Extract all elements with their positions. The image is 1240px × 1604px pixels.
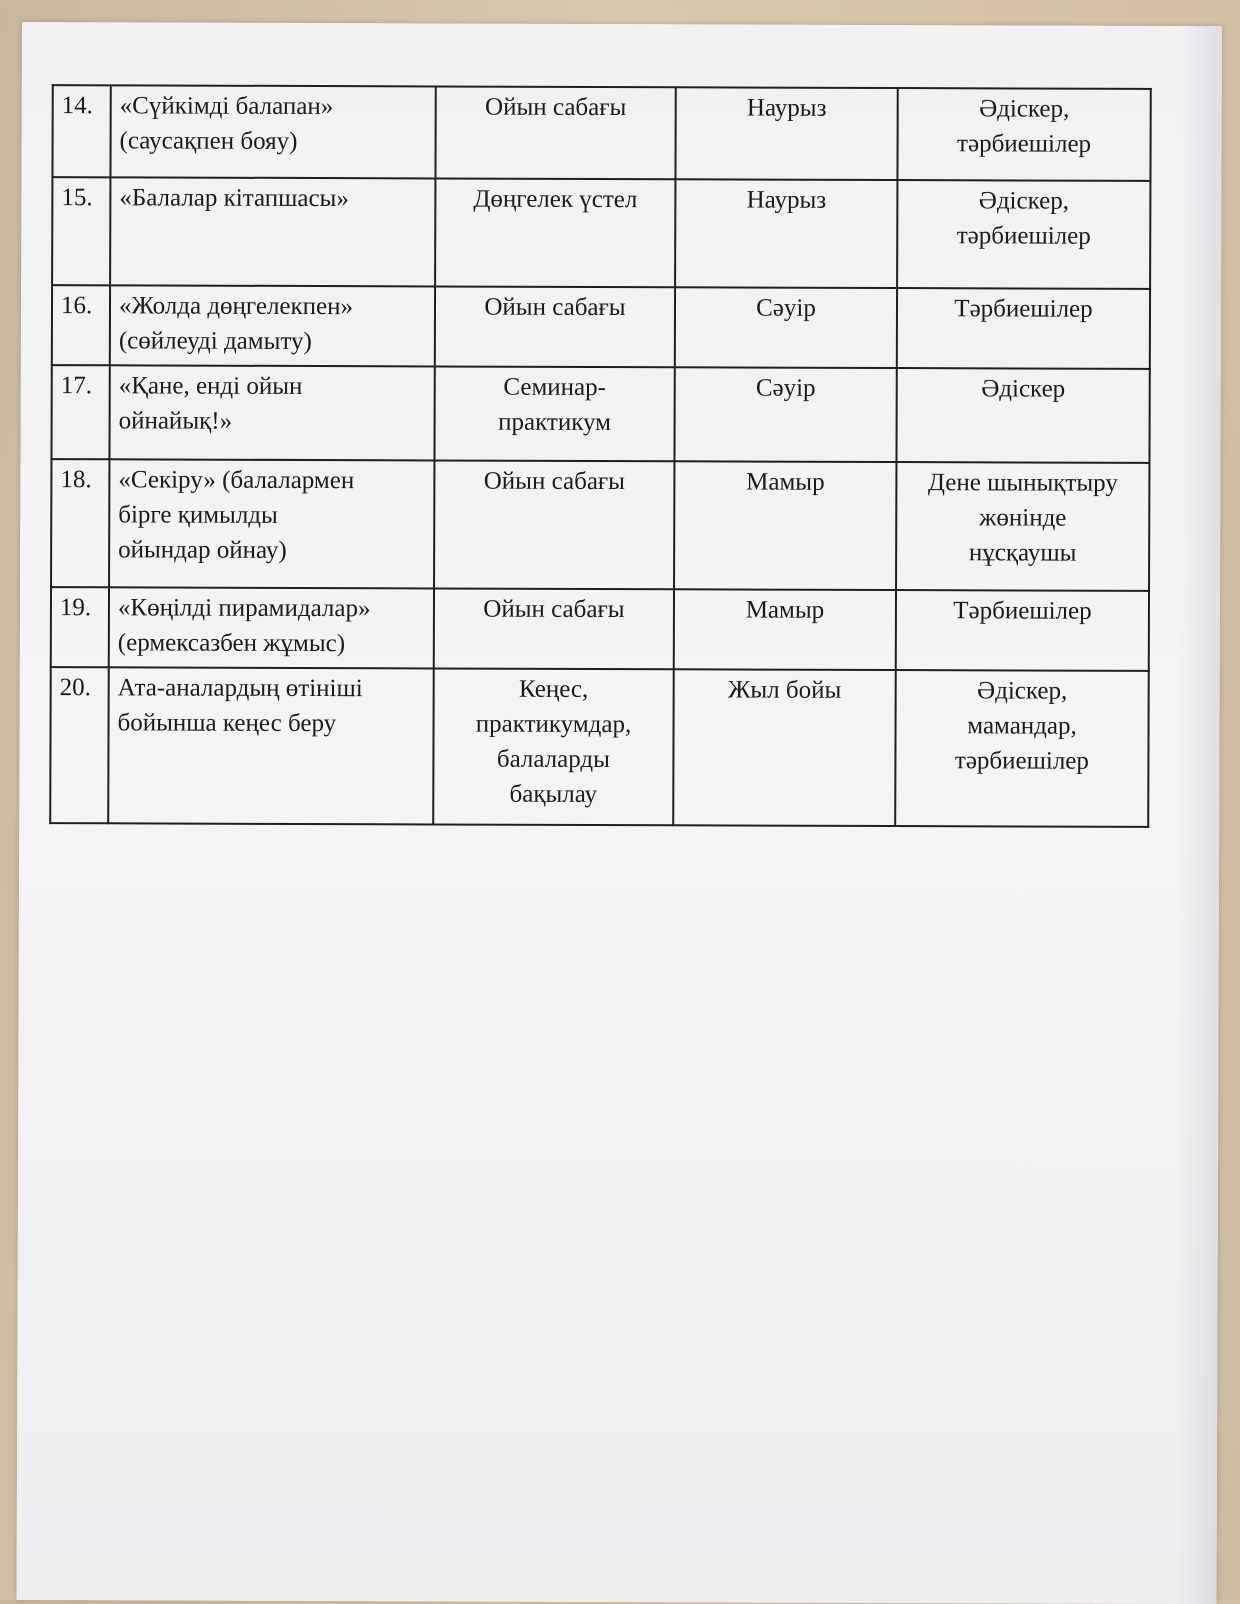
- event-form-line: балаларды: [496, 745, 611, 774]
- event-title-line: Ата-аналардың өтініші: [117, 674, 363, 703]
- event-form-line: Ойын сабағы: [484, 293, 626, 322]
- table-row: [52, 285, 1150, 369]
- responsible-line: тәрбиешілер: [956, 222, 1091, 250]
- event-responsible: [897, 288, 1150, 369]
- table-row: [51, 459, 1149, 591]
- event-time: Сәуір: [674, 367, 896, 462]
- events-plan-table: [49, 84, 1152, 828]
- responsible-line: мамандар,: [967, 712, 1077, 740]
- event-title: [110, 177, 435, 286]
- responsible-line: нұсқаушы: [968, 539, 1077, 567]
- event-time: Мамыр: [674, 589, 896, 670]
- event-form-line: Дөңгелек үстел: [473, 185, 638, 214]
- event-form: [434, 588, 674, 669]
- paper-edge-shadow: [1176, 26, 1222, 1604]
- event-time: Сәуір: [675, 287, 897, 368]
- event-form: [434, 460, 674, 589]
- event-title-line: ойнайық!»: [118, 407, 233, 435]
- event-responsible: [895, 670, 1149, 827]
- event-title-line: «Секіру» (балалармен: [118, 466, 355, 495]
- event-title: [110, 85, 435, 178]
- event-time: Наурыз: [675, 179, 897, 288]
- row-number: 15.: [52, 177, 110, 285]
- event-title-line: «Көңілді пирамидалар»: [117, 594, 371, 623]
- event-title: [108, 667, 434, 824]
- responsible-line: тәрбиешілер: [957, 130, 1092, 158]
- responsible-line: тәрбиешілер: [954, 747, 1089, 775]
- event-time: Жыл бойы: [673, 669, 896, 826]
- row-number: 14.: [52, 85, 110, 177]
- event-title-line: «Балалар кітапшасы»: [119, 184, 349, 213]
- event-responsible: [896, 368, 1149, 463]
- event-form: [435, 86, 675, 179]
- responsible-line: Әдіскер,: [979, 95, 1070, 123]
- responsible-line: Тәрбиешілер: [953, 597, 1092, 625]
- event-title: [109, 459, 434, 588]
- event-form: [435, 286, 675, 367]
- event-title: [110, 285, 435, 366]
- row-number: 17.: [51, 365, 109, 459]
- event-form-line: Ойын сабағы: [485, 93, 627, 122]
- event-title-line: (ермексазбен жұмыс): [117, 629, 346, 658]
- row-number: 16.: [52, 285, 110, 365]
- event-title: [109, 587, 434, 668]
- event-title-line: (саусақпен бояу): [119, 127, 298, 155]
- event-title-line: «Жолда дөңгелекпен»: [118, 292, 354, 321]
- event-form-line: практикум: [498, 408, 612, 437]
- event-form-line: Кеңес,: [518, 675, 589, 703]
- event-title-line: (сөйлеуді дамыту): [118, 327, 312, 356]
- responsible-line: Әдіскер: [981, 375, 1066, 403]
- bleed-through-right: [938, 925, 1099, 1226]
- event-responsible: [896, 590, 1149, 671]
- event-title-line: бірге қимылды: [118, 501, 278, 529]
- event-form-line: бақылау: [509, 780, 598, 809]
- event-form: [434, 366, 674, 461]
- event-time: Наурыз: [675, 87, 897, 180]
- event-responsible: [897, 88, 1150, 181]
- event-title: [109, 365, 434, 460]
- event-responsible: [896, 462, 1149, 591]
- event-responsible: [897, 180, 1150, 289]
- event-title-line: «Қане, енді ойын: [118, 372, 303, 400]
- event-title-line: ойындар ойнау): [118, 536, 287, 564]
- event-form-line: Семинар-: [503, 373, 607, 402]
- bleed-through-left: [113, 922, 374, 1103]
- table-row: [51, 365, 1149, 463]
- responsible-line: жөнінде: [979, 504, 1067, 532]
- table-row: [52, 177, 1150, 289]
- responsible-line: Дене шынықтыру: [927, 469, 1118, 497]
- event-form-line: Ойын сабағы: [483, 467, 626, 496]
- row-number: 18.: [51, 459, 109, 587]
- event-form: [435, 178, 675, 287]
- table-row: [52, 85, 1150, 181]
- row-number: 20.: [50, 667, 109, 823]
- table-row: [51, 587, 1149, 671]
- responsible-line: Әдіскер,: [978, 187, 1070, 215]
- event-form-line: практикумдар,: [475, 710, 632, 739]
- event-form: [433, 668, 674, 825]
- event-title-line: бойынша кеңес беру: [117, 709, 337, 738]
- responsible-line: Әдіскер,: [977, 677, 1068, 705]
- event-title-line: «Сүйкімді балапан»: [119, 92, 334, 121]
- table-row: [50, 667, 1149, 827]
- paper-sheet: [16, 22, 1222, 1604]
- row-number: 19.: [51, 587, 109, 667]
- responsible-line: Тәрбиешілер: [954, 295, 1093, 323]
- event-time: Мамыр: [674, 461, 896, 590]
- event-form-line: Ойын сабағы: [483, 595, 625, 624]
